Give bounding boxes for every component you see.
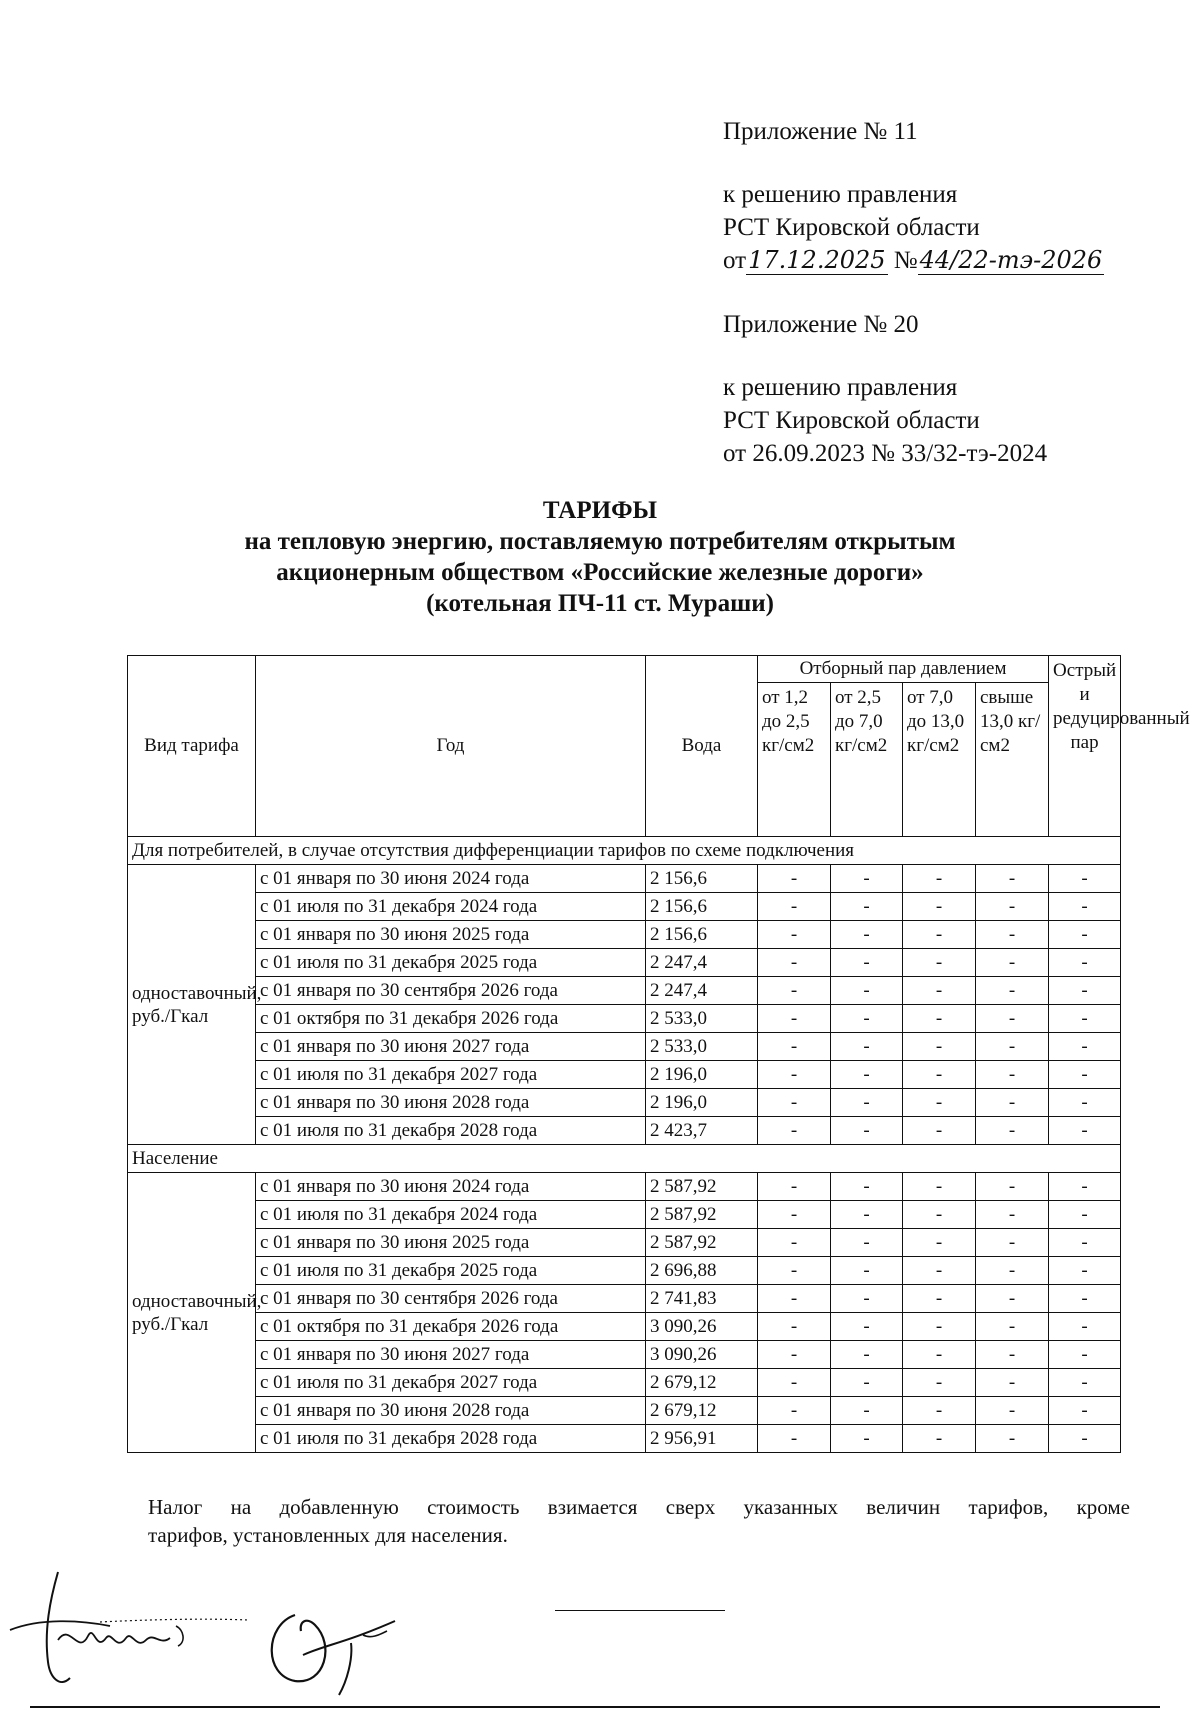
water-cell: 2 247,4 — [646, 949, 758, 977]
table-row — [128, 1005, 1121, 1033]
period-cell: с 01 января по 30 сентября 2026 года — [256, 1285, 646, 1313]
table-row — [128, 1061, 1121, 1089]
dash-cell: - — [1049, 893, 1121, 921]
dash-cell: - — [1049, 1089, 1121, 1117]
appendix-11-line2: РСТ Кировской области — [723, 214, 980, 241]
water-cell: 2 156,6 — [646, 893, 758, 921]
group2-label-row — [128, 1145, 1121, 1173]
dash-cell: - — [976, 921, 1049, 949]
table-row — [128, 865, 1121, 893]
dash-cell: - — [903, 1341, 976, 1369]
water-cell: 2 423,7 — [646, 1117, 758, 1145]
appendix-11-from-prefix: от — [723, 247, 747, 274]
dash-cell: - — [831, 1257, 903, 1285]
dash-cell: - — [903, 1397, 976, 1425]
appendix-11-line1: к решению правления — [723, 181, 958, 208]
dash-cell: - — [831, 1005, 903, 1033]
period-cell: с 01 июля по 31 декабря 2028 года — [256, 1117, 646, 1145]
dash-cell: - — [758, 893, 831, 921]
vat-footnote — [148, 1493, 1130, 1549]
signature-left — [0, 1560, 260, 1700]
dash-cell: - — [903, 1229, 976, 1257]
dash-cell: - — [1049, 1313, 1121, 1341]
water-cell: 2 156,6 — [646, 865, 758, 893]
footnote-line1: Налог на добавленную стоимость взимается сверх указанных величин тарифов, кроме — [148, 1495, 1130, 1519]
water-cell: 2 156,6 — [646, 921, 758, 949]
period-cell: с 01 января по 30 июня 2025 года — [256, 1229, 646, 1257]
dash-cell: - — [758, 1341, 831, 1369]
header-water: Вода — [646, 656, 758, 837]
dash-cell: - — [831, 949, 903, 977]
title-line1: ТАРИФЫ — [542, 497, 658, 524]
header-sharp-steam: Острый и редуцированный пар — [1049, 656, 1121, 837]
appendix-20-line3: от 26.09.2023 № 33/32-тэ-2024 — [723, 440, 1048, 467]
dash-cell: - — [903, 1369, 976, 1397]
dash-cell: - — [831, 921, 903, 949]
dash-cell: - — [1049, 1285, 1121, 1313]
water-cell: 2 587,92 — [646, 1201, 758, 1229]
dash-cell: - — [831, 1061, 903, 1089]
dash-cell: - — [976, 1369, 1049, 1397]
period-cell: с 01 января по 30 июня 2027 года — [256, 1033, 646, 1061]
dash-cell: - — [1049, 1425, 1121, 1453]
water-cell: 3 090,26 — [646, 1341, 758, 1369]
signature-right — [255, 1585, 415, 1705]
table-row — [128, 1397, 1121, 1425]
dash-cell: - — [1049, 1033, 1121, 1061]
header-steam-group: Отборный пар давлением — [758, 656, 1049, 683]
dash-cell: - — [1049, 921, 1121, 949]
dash-cell: - — [758, 1369, 831, 1397]
dash-cell: - — [831, 1425, 903, 1453]
period-cell: с 01 января по 30 июня 2028 года — [256, 1397, 646, 1425]
group1-body — [128, 837, 1121, 1145]
water-cell: 3 090,26 — [646, 1313, 758, 1341]
header-steam-2: от 2,5 до 7,0 кг/см2 — [831, 683, 903, 837]
dash-cell: - — [976, 1313, 1049, 1341]
dash-cell: - — [831, 977, 903, 1005]
dash-cell: - — [903, 921, 976, 949]
dash-cell: - — [758, 1285, 831, 1313]
appendix-20-title: Приложение № 20 — [723, 311, 919, 338]
table-row — [128, 1033, 1121, 1061]
dash-cell: - — [1049, 1229, 1121, 1257]
dash-cell: - — [903, 1257, 976, 1285]
dash-cell: - — [976, 1201, 1049, 1229]
dash-cell: - — [976, 949, 1049, 977]
appendix-11-title: Приложение № 11 — [723, 118, 918, 145]
table-row — [128, 1229, 1121, 1257]
water-cell: 2 196,0 — [646, 1089, 758, 1117]
dash-cell: - — [903, 1425, 976, 1453]
dash-cell: - — [758, 1005, 831, 1033]
period-cell: с 01 июля по 31 декабря 2025 года — [256, 1257, 646, 1285]
dash-cell: - — [1049, 977, 1121, 1005]
dash-cell: - — [1049, 1061, 1121, 1089]
header-row-1 — [128, 656, 1121, 683]
dash-cell: - — [903, 977, 976, 1005]
group2-label: Население — [128, 1145, 1121, 1173]
dash-cell: - — [831, 1033, 903, 1061]
table-row — [128, 1369, 1121, 1397]
dash-cell: - — [1049, 1173, 1121, 1201]
dash-cell: - — [831, 1089, 903, 1117]
dash-cell: - — [758, 1257, 831, 1285]
dash-cell: - — [976, 1285, 1049, 1313]
dash-cell: - — [903, 1033, 976, 1061]
dash-cell: - — [758, 1201, 831, 1229]
dash-cell: - — [831, 1201, 903, 1229]
dash-cell: - — [758, 921, 831, 949]
dash-cell: - — [976, 1257, 1049, 1285]
dash-cell: - — [976, 1117, 1049, 1145]
group2-body — [128, 1145, 1121, 1453]
bottom-rule — [30, 1706, 1160, 1708]
dash-cell: - — [758, 1173, 831, 1201]
group2-tariff-type: одноставочный, руб./Гкал — [128, 1173, 256, 1453]
dash-cell: - — [1049, 1201, 1121, 1229]
dash-cell: - — [758, 865, 831, 893]
dash-cell: - — [903, 1061, 976, 1089]
period-cell: с 01 января по 30 сентября 2026 года — [256, 977, 646, 1005]
dash-cell: - — [903, 893, 976, 921]
dash-cell: - — [1049, 1397, 1121, 1425]
dash-cell: - — [903, 1201, 976, 1229]
appendix-11-date: 17.12.2025 — [748, 246, 886, 274]
signature-line — [555, 1610, 725, 1611]
table-row — [128, 1425, 1121, 1453]
dash-cell: - — [831, 1369, 903, 1397]
period-cell: с 01 июля по 31 декабря 2024 года — [256, 893, 646, 921]
dash-cell: - — [903, 1089, 976, 1117]
dash-cell: - — [903, 1005, 976, 1033]
dash-cell: - — [831, 1285, 903, 1313]
dash-cell: - — [976, 1089, 1049, 1117]
dash-cell: - — [976, 1397, 1049, 1425]
water-cell: 2 696,88 — [646, 1257, 758, 1285]
water-cell: 2 956,91 — [646, 1425, 758, 1453]
period-cell: с 01 октября по 31 декабря 2026 года — [256, 1005, 646, 1033]
dash-cell: - — [758, 1425, 831, 1453]
water-cell: 2 587,92 — [646, 1229, 758, 1257]
dash-cell: - — [1049, 1257, 1121, 1285]
dash-cell: - — [758, 1033, 831, 1061]
table-row — [128, 1285, 1121, 1313]
dash-cell: - — [976, 1341, 1049, 1369]
dash-cell: - — [976, 865, 1049, 893]
dash-cell: - — [976, 1229, 1049, 1257]
tariffs-table — [127, 655, 1190, 1453]
dash-cell: - — [758, 1229, 831, 1257]
dash-cell: - — [1049, 1341, 1121, 1369]
header-year: Год — [256, 656, 646, 837]
dash-cell: - — [831, 1397, 903, 1425]
water-cell: 2 679,12 — [646, 1369, 758, 1397]
dash-cell: - — [976, 1425, 1049, 1453]
dash-cell: - — [831, 865, 903, 893]
table-row — [128, 1341, 1121, 1369]
period-cell: с 01 июля по 31 декабря 2027 года — [256, 1061, 646, 1089]
dash-cell: - — [758, 1117, 831, 1145]
period-cell: с 01 января по 30 июня 2027 года — [256, 1341, 646, 1369]
appendix-20-block — [723, 308, 1047, 470]
dash-cell: - — [976, 1061, 1049, 1089]
dash-cell: - — [831, 1117, 903, 1145]
title-line3: акционерным обществом «Российские железные дороги» — [276, 559, 924, 586]
water-cell: 2 741,83 — [646, 1285, 758, 1313]
dash-cell: - — [758, 1313, 831, 1341]
appendix-20-line1: к решению правления — [723, 374, 958, 401]
table-row — [128, 893, 1121, 921]
period-cell: с 01 января по 30 июня 2024 года — [256, 865, 646, 893]
dash-cell: - — [976, 1005, 1049, 1033]
dash-cell: - — [976, 977, 1049, 1005]
table-row — [128, 1089, 1121, 1117]
table-row — [128, 1257, 1121, 1285]
dash-cell: - — [1049, 865, 1121, 893]
period-cell: с 01 января по 30 июня 2028 года — [256, 1089, 646, 1117]
document-title — [0, 495, 1200, 619]
table-row — [128, 977, 1121, 1005]
dash-cell: - — [903, 1313, 976, 1341]
dash-cell: - — [831, 1173, 903, 1201]
title-line4: (котельная ПЧ-11 ст. Мураши) — [426, 590, 774, 617]
water-cell: 2 679,12 — [646, 1397, 758, 1425]
dash-cell: - — [903, 949, 976, 977]
water-cell: 2 533,0 — [646, 1005, 758, 1033]
table-row — [128, 921, 1121, 949]
dash-cell: - — [831, 893, 903, 921]
appendix-11-number: 44/22-тэ-2026 — [919, 246, 1103, 274]
appendix-11-block — [723, 115, 1104, 277]
dash-cell: - — [831, 1341, 903, 1369]
dash-cell: - — [758, 977, 831, 1005]
table-row — [128, 1117, 1121, 1145]
water-cell: 2 587,92 — [646, 1173, 758, 1201]
table-row — [128, 1313, 1121, 1341]
dash-cell: - — [758, 1089, 831, 1117]
dash-cell: - — [976, 893, 1049, 921]
dash-cell: - — [758, 1061, 831, 1089]
group1-tariff-type: одноставочный, руб./Гкал — [128, 865, 256, 1145]
dash-cell: - — [758, 1397, 831, 1425]
table-row — [128, 1173, 1121, 1201]
header-steam-3: от 7,0 до 13,0 кг/см2 — [903, 683, 976, 837]
period-cell: с 01 июля по 31 декабря 2028 года — [256, 1425, 646, 1453]
water-cell: 2 196,0 — [646, 1061, 758, 1089]
period-cell: с 01 июля по 31 декабря 2027 года — [256, 1369, 646, 1397]
water-cell: 2 247,4 — [646, 977, 758, 1005]
appendix-11-number-prefix: № — [893, 247, 918, 274]
dash-cell: - — [903, 1117, 976, 1145]
dash-cell: - — [903, 865, 976, 893]
dash-cell: - — [903, 1285, 976, 1313]
period-cell: с 01 января по 30 июня 2025 года — [256, 921, 646, 949]
table-row — [128, 949, 1121, 977]
appendix-20-line2: РСТ Кировской области — [723, 407, 980, 434]
dash-cell: - — [1049, 949, 1121, 977]
period-cell: с 01 июля по 31 декабря 2025 года — [256, 949, 646, 977]
dash-cell: - — [976, 1173, 1049, 1201]
dash-cell: - — [1049, 1369, 1121, 1397]
dash-cell: - — [903, 1173, 976, 1201]
water-cell: 2 533,0 — [646, 1033, 758, 1061]
dash-cell: - — [831, 1229, 903, 1257]
dash-cell: - — [976, 1033, 1049, 1061]
table-row — [128, 1201, 1121, 1229]
period-cell: с 01 января по 30 июня 2024 года — [256, 1173, 646, 1201]
dash-cell: - — [1049, 1117, 1121, 1145]
header-vid: Вид тарифа — [128, 656, 256, 837]
footnote-line2: тарифов, установленных для населения. — [148, 1523, 508, 1547]
header-steam-1: от 1,2 до 2,5 кг/см2 — [758, 683, 831, 837]
period-cell: с 01 октября по 31 декабря 2026 года — [256, 1313, 646, 1341]
group1-label-row — [128, 837, 1121, 865]
dash-cell: - — [831, 1313, 903, 1341]
header-steam-4: свыше 13,0 кг/см2 — [976, 683, 1049, 837]
group1-label: Для потребителей, в случае отсутствия дифференциации тарифов по схеме подключения — [128, 837, 1121, 865]
dash-cell: - — [1049, 1005, 1121, 1033]
period-cell: с 01 июля по 31 декабря 2024 года — [256, 1201, 646, 1229]
title-line2: на тепловую энергию, поставляемую потребителям открытым — [244, 528, 956, 555]
appendix-11-date-line — [723, 244, 1104, 277]
dash-cell: - — [758, 949, 831, 977]
